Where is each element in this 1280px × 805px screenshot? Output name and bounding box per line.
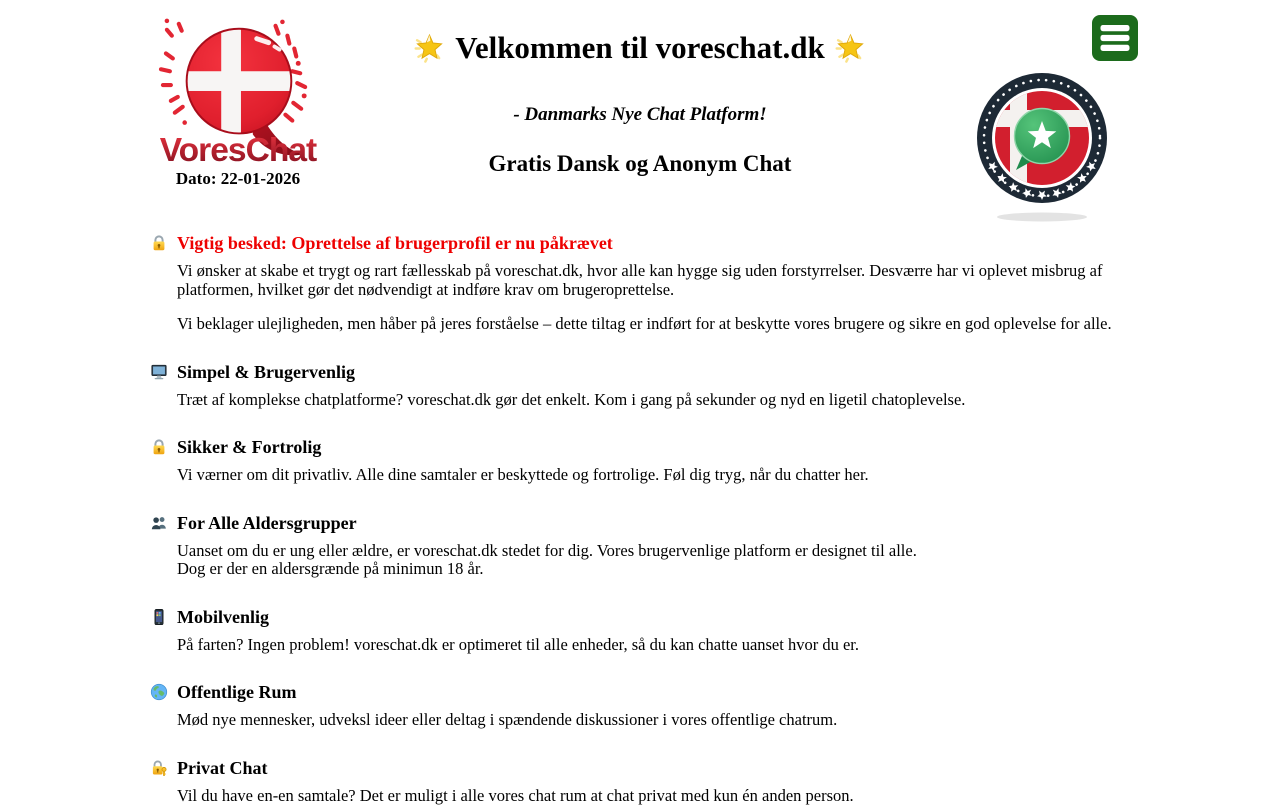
feature-title: Offentlige Rum: [177, 681, 296, 703]
feature-mobile: [150, 606, 1135, 655]
menu-button[interactable]: [1092, 15, 1138, 61]
feature-secure: [150, 436, 1135, 485]
mobile-icon: [150, 608, 168, 626]
lock-key-icon: [150, 759, 168, 777]
feature-title: For Alle Aldersgrupper: [177, 512, 357, 534]
feature-title: Sikker & Fortrolig: [177, 436, 321, 458]
feature-simple: [150, 361, 1135, 410]
feature-important-notice: [150, 232, 1135, 334]
header: [0, 0, 1280, 232]
feature-title: Vigtig besked: Oprettelse af brugerprofil er nu påkrævet: [177, 232, 613, 254]
feature-all-ages: [150, 512, 1135, 579]
page-tagline: Gratis Dansk og Anonym Chat: [0, 151, 1280, 177]
feature-text: På farten? Ingen problem! voreschat.dk er optimeret til alle enheder, så du kan chatte uanset hvor du er.: [177, 636, 1133, 655]
feature-title: Simpel & Brugervenlig: [177, 361, 355, 383]
date-label: Dato: 22-01-2026: [152, 169, 324, 189]
feature-text: Vi værner om dit privatliv. Alle dine samtaler er beskyttede og fortrolige. Føl dig tryg, når du chatter her.: [177, 466, 1133, 485]
logo-wordmark: VoresChat: [160, 132, 317, 168]
feature-text: Træt af komplekse chatplatforme? voreschat.dk gør det enkelt. Kom i gang på sekunder og nyd en ligetil chatoplevelse.: [177, 391, 1133, 410]
feature-text: Vi ønsker at skabe et trygt og rart fællesskab på voreschat.dk, hvor alle kan hygge sig uden forstyrrelser. Desværre har vi oplevet misbrug af platformen, hvilket gør det nødvendigt at indføre krav om brugeroprettelse.: [177, 262, 1133, 299]
feature-text: Vi beklager ulejligheden, men håber på jeres forståelse – dette tiltag er indført for at beskytte vores brugere og sikre en god oplevelse for alle.: [177, 315, 1133, 334]
feature-private-chat: [150, 757, 1135, 805]
page-title-text: Velkommen til voreschat.dk: [455, 30, 824, 66]
globe-icon: [150, 683, 168, 701]
feature-text: Vil du have en-en samtale? Det er muligt i alle vores chat rum at chat privat med kun én anden person.: [177, 787, 1133, 805]
glowing-star-icon: [834, 32, 867, 65]
feature-text: [177, 542, 1133, 579]
feature-text: Mød nye mennesker, udveksl ideer eller deltag i spændende diskussioner i vores offentlige chatrum.: [177, 711, 1133, 730]
glowing-star-icon: [413, 32, 446, 65]
feature-text-line: Dog er der en aldersgrænde på minimun 18 år.: [177, 560, 1133, 579]
lock-icon: [150, 234, 168, 252]
badge: [972, 72, 1112, 222]
content: [150, 232, 1135, 805]
feature-public-rooms: [150, 681, 1135, 730]
feature-text-line: Uanset om du er ung eller ældre, er voreschat.dk stedet for dig. Vores brugervenlige platform er designet til alle.: [177, 542, 1133, 561]
feature-title: Privat Chat: [177, 757, 267, 779]
desktop-icon: [150, 363, 168, 381]
feature-title: Mobilvenlig: [177, 606, 269, 628]
users-icon: [150, 514, 168, 532]
lock-icon: [150, 438, 168, 456]
page-subtitle: - Danmarks Nye Chat Platform!: [0, 104, 1280, 126]
hamburger-menu-icon: [1092, 15, 1138, 61]
page-title: [0, 30, 1280, 66]
danish-chat-seal-icon: [972, 72, 1112, 222]
